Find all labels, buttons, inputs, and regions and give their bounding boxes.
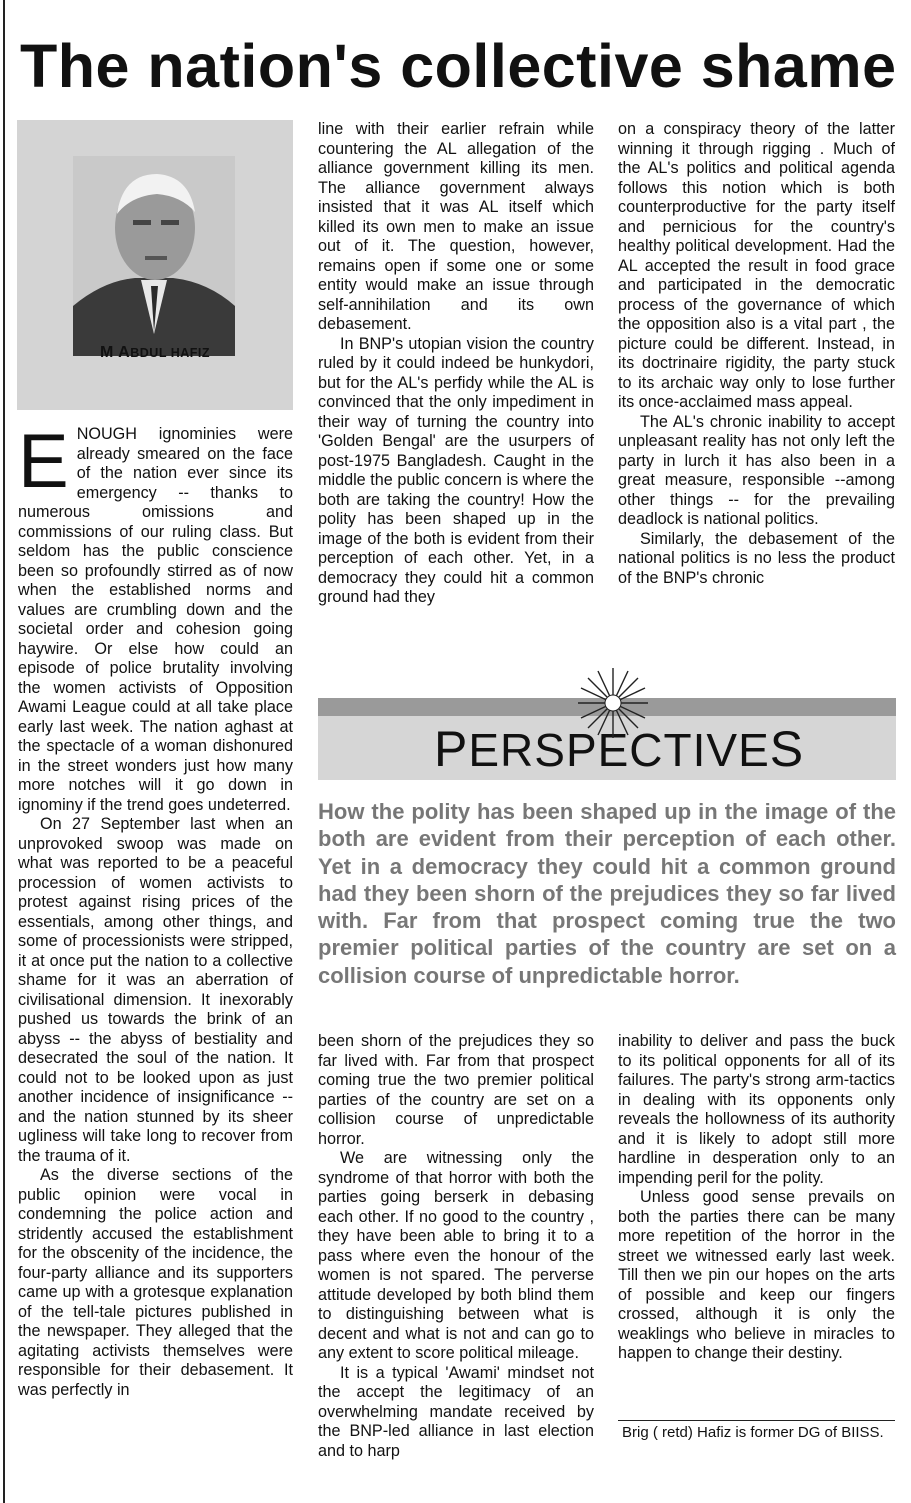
- column-3-bottom: [618, 1032, 895, 1422]
- paragraph: [18, 425, 293, 815]
- column-1: [18, 425, 293, 1500]
- column-2-top: [318, 120, 594, 665]
- perspectives-first-letter: P: [434, 721, 469, 777]
- perspectives-last-letter: S: [769, 721, 805, 777]
- paragraph: It is a typical 'Awami' mindset not the accept the legitimacy of an overwhelming mandate received by the BNP-led alliance in last election and to harp: [318, 1363, 594, 1460]
- headline: The nation's collective shame: [20, 32, 897, 100]
- drop-cap: E: [18, 425, 69, 504]
- footnote-rule: [618, 1420, 895, 1421]
- byline-initial: M A: [100, 344, 131, 361]
- column-2-bottom: [318, 1032, 594, 1502]
- paragraph-text: NOUGH ignominies were already smeared on the face of the nation ever since its emergency -- thanks to numerous omissions and commissions of our ruling class. But seldom has the public conscience been so profoundly stirred as of now when the established norms and values are crumbling down and the societal order and cohesion going haywire. Or else how could an episode of police brutality involving the women activists of Opposition Awami League could at all take place early last week. The nation aghast at the spectacle of a woman dishonured in the street wonders just how many more notches will it go down in ignominy if the trend goes undeterred.: [18, 425, 293, 814]
- author-photo-box: [17, 120, 293, 410]
- byline-rest: BDUL HAFIZ: [130, 346, 210, 360]
- author-byline: [17, 344, 293, 362]
- pull-quote: How the polity has been shaped up in the image of the both are evident from their perception of each other. Yet in a democracy they could hit a common ground had they been shorn of the prejudices they so far lived with. Far from that prospect coming true the two premier political parties of the country are set on a collision course of unpredictable horror.: [318, 799, 896, 988]
- paragraph: line with their earlier refrain while countering the AL allegation of the alliance government killing its men. The alliance government always insisted that it was AL itself which killed its own men to make an issue out of it. The question, however, remains open if some one or some entity would make an issue through self-annihilation and its own debasement.: [318, 120, 594, 333]
- author-photo: [73, 156, 235, 356]
- author-footnote: Brig ( retd) Hafiz is former DG of BIISS.: [622, 1424, 884, 1441]
- paragraph: In BNP's utopian vision the country ruled by it could indeed be hunkydori, but for the AL's perfidy while the AL is convinced that the only impediment in their way of turning the country into 'Golden Bengal' are the usurpers of post-1975 Bangladesh. Caught in the middle the public concern is where the both are taking the country! How the polity has been shaped up in the image of the both is evident from their perception of each other. Yet, in a democracy they could hit a common ground had they: [318, 334, 594, 606]
- column-3-top: [618, 120, 895, 665]
- paragraph: been shorn of the prejudices they so far lived with. Far from that prospect coming true the two premier political parties of the country are set on a collision course of unpredictable horror.: [318, 1032, 594, 1148]
- paragraph: on a conspiracy theory of the latter winning it through rigging . Much of the AL's politics and political agenda follows this notion which is both counterproductive for the party itself and pernicious for the country's healthy political development. Had the AL accepted the result in food grace and participated in the democratic process of the governance of which the opposition also is a vital part , the picture could be different. Instead, in its doctrinaire rigidity, the party stuck to its archaic way only to lose further its once-acclaimed mass appeal.: [618, 120, 895, 411]
- paragraph: Similarly, the debasement of the national politics is no less the product of the BNP's chronic: [618, 529, 895, 587]
- starburst-icon: [576, 666, 650, 740]
- paragraph: Unless good sense prevails on both the parties there can be many more repetition of the horror in the street we witnessed early last week. Till then we pin our hopes on the arts of possible and keep our fingers crossed, although it is only the weaklings who believe in miracles to happen to change their destiny.: [618, 1188, 895, 1362]
- left-column-rule: [3, 0, 5, 1503]
- paragraph: On 27 September last when an unprovoked swoop was made on what was reported to be a peaceful procession of women activists to protest against rising prices of the essentials, among other things, and some of processionists were stripped, it at once put the nation to a collective shame for it was an aberration of civilisational dimension. It inexorably pushed us towards the brink of an abyss -- the abyss of bestiality and desecrated the soul of the nation. It could not to be looked upon as just another incidence of insignificance -- and the nation stunned by its sheer ugliness will take long to recover from the trauma of it.: [18, 815, 293, 1165]
- paragraph: As the diverse sections of the public opinion were vocal in condemning the police action and stridently accused the establishment for the obscenity of the incidence, the four-party alliance and its supporters came up with a grotesque explanation of the tell-tale pictures published in the newspaper. They alleged that the agitating activists themselves were responsible for their debasement. It was perfectly in: [18, 1166, 293, 1399]
- paragraph: The AL's chronic inability to accept unpleasant reality has not only left the party in lurch it has also been in a great measure, responsible --among other things -- for the prevailing deadlock is national politics.: [618, 412, 895, 528]
- paragraph: We are witnessing only the syndrome of that horror with both the parties going berserk in debasing each other. If no good to the country , they have been able to bring it to a pass where even the honour of the women is not spared. The perverse attitude developed by both blind them to distinguishing between what is decent and what is not and can go to any extent to score political mileage.: [318, 1149, 594, 1362]
- paragraph: inability to deliver and pass the buck to its political opponents for all of its failures. The party's strong arm-tactics in dealing with its opponents only reveals the hollowness of its authority and it is likely to adopt still more hardline in desperation only to an impending peril for the polity.: [618, 1032, 895, 1187]
- perspectives-middle: ERSPECTIVE: [468, 724, 770, 776]
